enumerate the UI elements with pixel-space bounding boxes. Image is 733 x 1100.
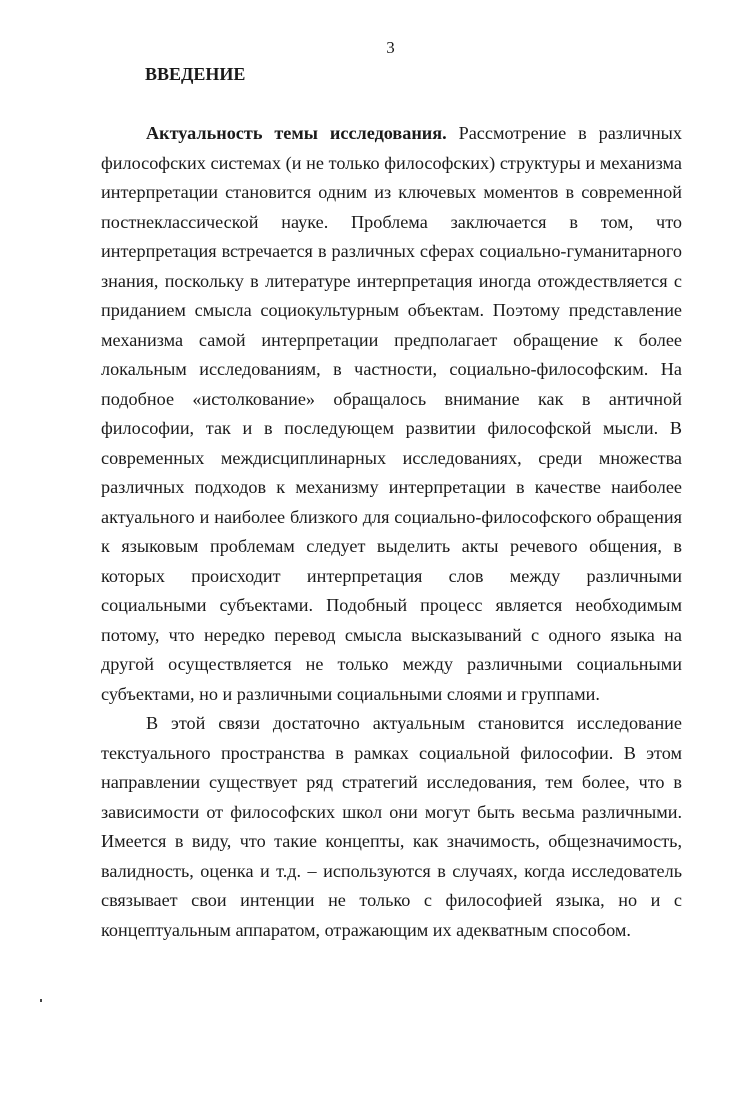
paragraph-lead: Актуальность темы исследования. <box>146 123 447 143</box>
section-heading: ВВЕДЕНИЕ <box>145 64 246 84</box>
scan-speck <box>40 999 42 1002</box>
paragraph-textual-space <box>101 709 682 945</box>
page-number: 3 <box>386 38 395 57</box>
body-text <box>101 119 682 945</box>
paragraph-relevance <box>101 119 682 709</box>
paragraph-text: Рассмотрение в различных философских системах (и не только философских) структуры и механизма интерпретации становится одним из ключевых моментов в современной постнеклассической науке. Проблема заключается в том, что интерпретация встречается в различных сферах социально-гуманитарного знания, поскольку в литературе интерпретация иногда отождествляется с приданием смысла социокультурным объектам. Поэтому представление механизма самой интерпретации предполагает обращение к более локальным исследованиям, в частности, социально-философским. На подобное «истолкование» обращалось внимание как в античной философии, так и в последующем развитии философской мысли. В современных междисциплинарных исследованиях, среди множества различных подходов к механизму интерпретации в качестве наиболее актуального и наиболее близкого для социально-философского обращения к языковым проблемам следует выделить акты речевого общения, в которых происходит интерпретация слов между различными социальными субъектами. Подобный процесс является необходимым потому, что нередко перевод смысла высказываний с одного языка на другой осуществляется не только между различными социальными субъектами, но и различными социальными слоями и группами. <box>101 123 682 704</box>
paragraph-text: В этой связи достаточно актуальным становится исследование текстуального пространства в рамках социальной философии. В этом направлении существует ряд стратегий исследования, тем более, что в зависимости от философских школ они могут быть весьма различными. Имеется в виду, что такие концепты, как значимость, общезначимость, валидность, оценка и т.д. – используются в случаях, когда исследователь связывает свои интенции не только с философией языка, но и с концептуальным аппаратом, отражающим их адекватным способом. <box>101 713 682 940</box>
